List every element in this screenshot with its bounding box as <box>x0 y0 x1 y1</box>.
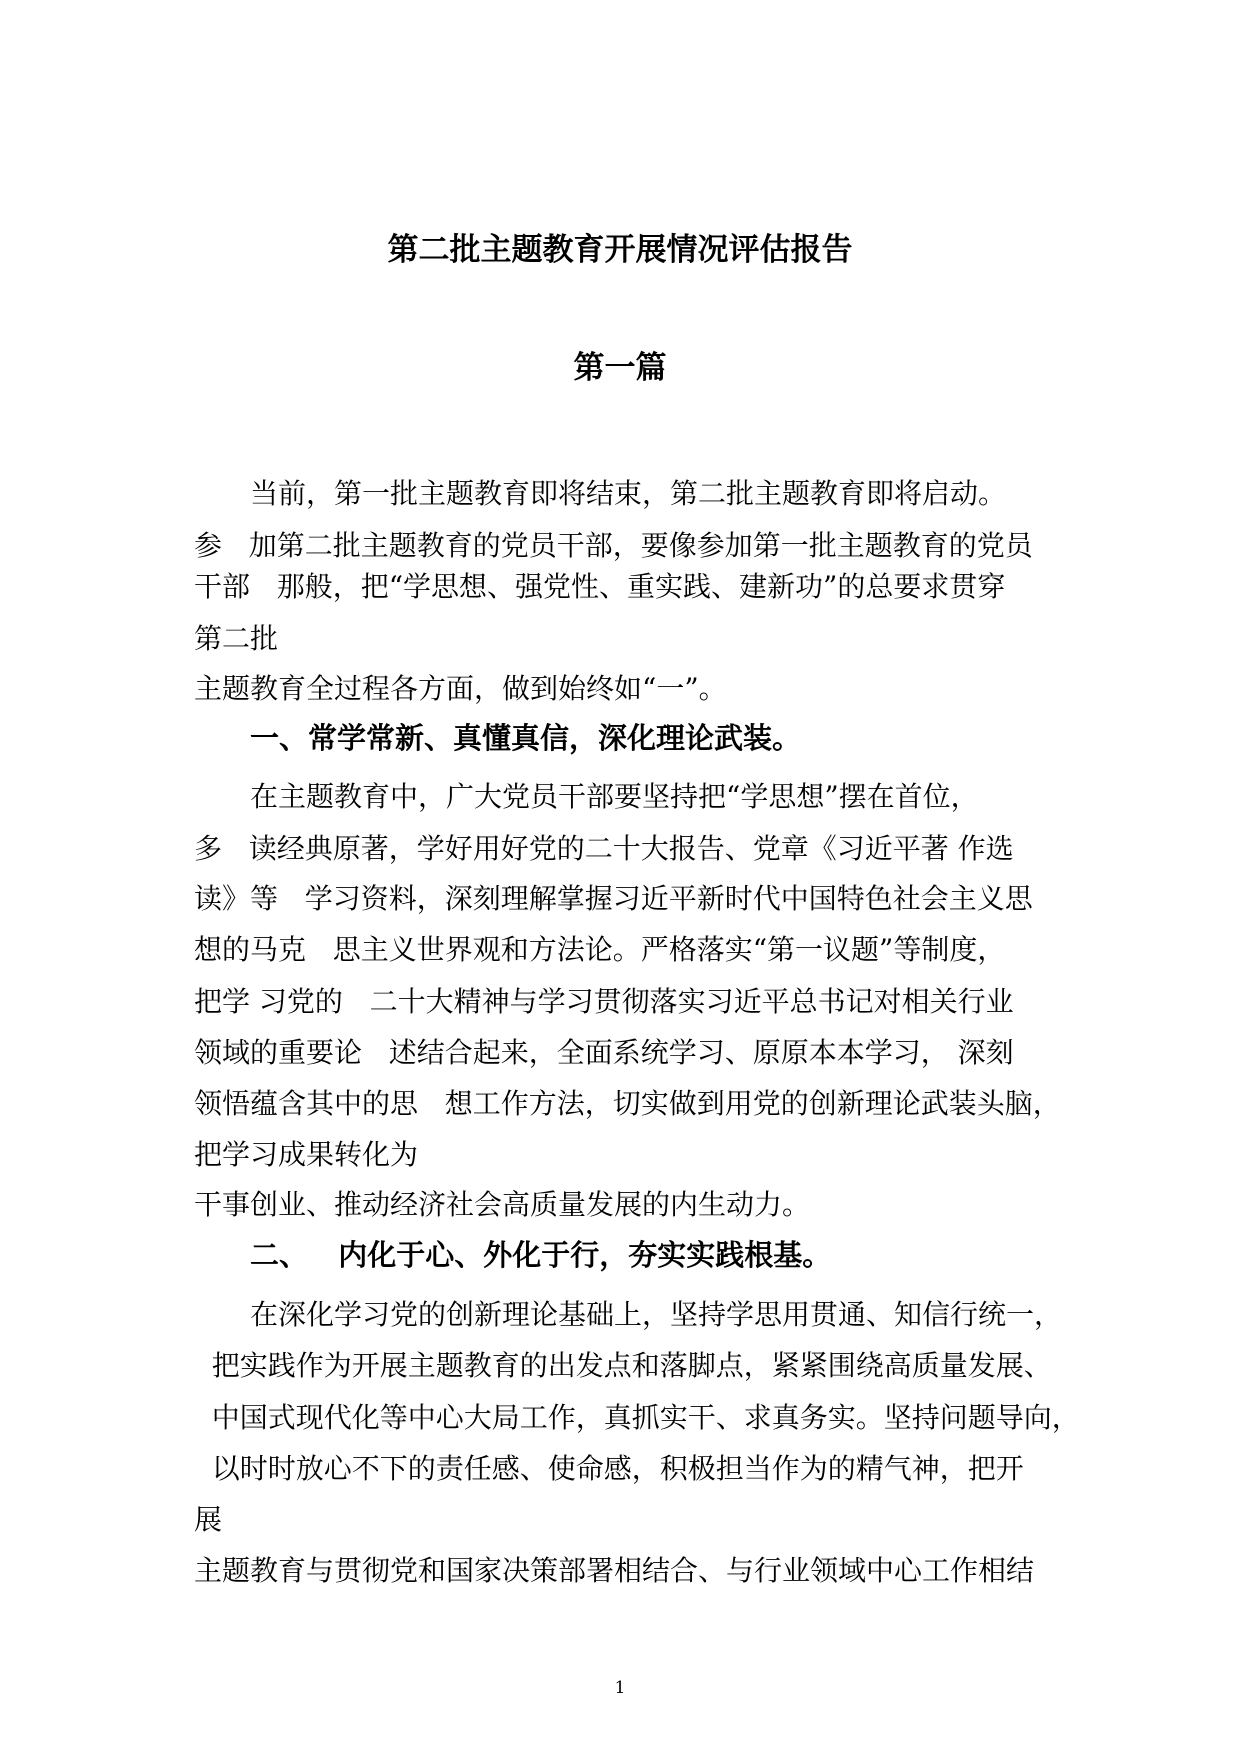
page-number: 1 <box>614 1678 626 1698</box>
paragraph-line: 展 <box>194 1503 223 1536</box>
paragraph-line: 在深化学习党的创新理论基础上，坚持学思用贯通、知信行统一， <box>250 1298 1063 1331</box>
paragraph-line: 中国式现代化等中心大局工作，真抓实干、求真务实。坚持问题导向， <box>194 1401 1080 1434</box>
paragraph-line: 第二批 <box>194 622 279 655</box>
paragraph-line: 想的马克 思主义世界观和方法论。严格落实“第一议题”等制度， <box>194 933 1006 966</box>
paragraph-line: 把学 习党的 二十大精神与学习贯彻落实习近平总书记对相关行业 <box>194 985 1014 1018</box>
paragraph-line: 多 读经典原著，学好用好党的二十大报告、党章《习近平著 作选 <box>194 832 1014 865</box>
paragraph-line: 把学习成果转化为 <box>194 1138 419 1171</box>
paragraph-line: 领域的重要论 述结合起来，全面系统学习、原原本本学习， 深刻 <box>194 1036 1014 1069</box>
section-heading-2: 二、 内化于心、外化于行，夯实实践根基。 <box>250 1238 832 1272</box>
paragraph-line: 参 加第二批主题教育的党员干部，要像参加第一批主题教育的党员 <box>194 529 1033 562</box>
paragraph-line: 干事创业、推动经济社会高质量发展的内生动力。 <box>194 1188 811 1221</box>
paragraph-line: 读》等 学习资料，深刻理解掌握习近平新时代中国特色社会主义思 <box>194 882 1033 915</box>
paragraph-line: 在主题教育中，广大党员干部要坚持把“学思想”摆在首位， <box>250 780 979 813</box>
paragraph-line: 干部 那般，把“学思想、强党性、重实践、建新功”的总要求贯穿 <box>194 570 1006 603</box>
paragraph-line: 把实践作为开展主题教育的出发点和落脚点，紧紧围绕高质量发展、 <box>194 1349 1052 1382</box>
paragraph-line: 领悟蕴含其中的思 想工作方法，切实做到用党的创新理论武装头脑， <box>194 1087 1061 1120</box>
paragraph-line: 主题教育全过程各方面，做到始终如“一”。 <box>194 672 727 705</box>
paragraph-line: 当前，第一批主题教育即将结束，第二批主题教育即将启动。 <box>250 477 1007 510</box>
section-heading-1: 一、常学常新、真懂真信，深化理论武装。 <box>250 721 802 755</box>
paragraph-line: 以时时放心不下的责任感、使命感，积极担当作为的精气神，把开 <box>194 1452 1024 1485</box>
paragraph-line: 主题教育与贯彻党和国家决策部署相结合、与行业领域中心工作相结 <box>194 1554 1035 1587</box>
document-subtitle: 第一篇 <box>573 350 667 386</box>
document-title: 第二批主题教育开展情况评估报告 <box>387 232 853 268</box>
